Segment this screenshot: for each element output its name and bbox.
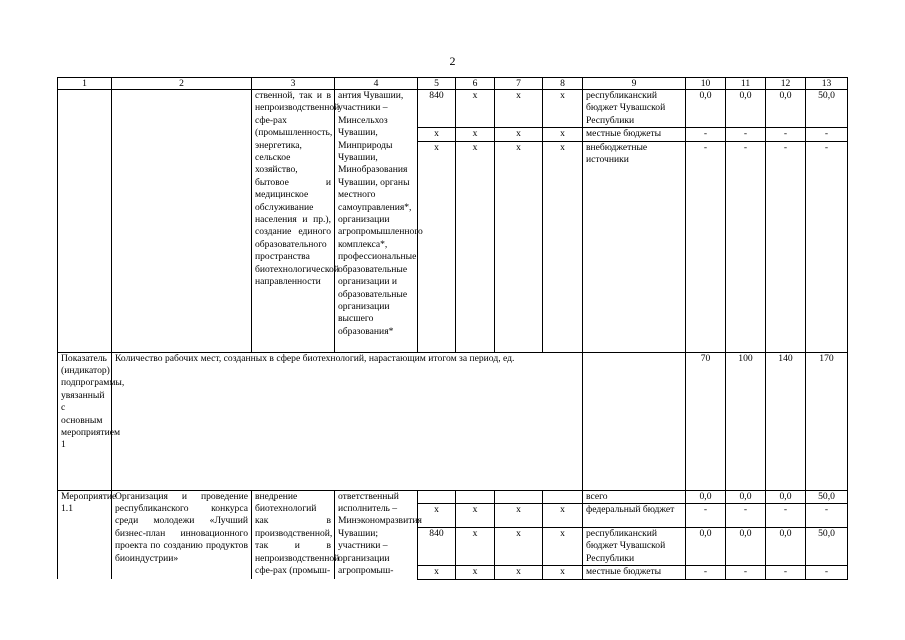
funding-source: внебюджетные источники: [583, 141, 686, 352]
code-cell: x: [418, 141, 456, 352]
table-row: [58, 490, 848, 503]
value-cell: 0,0: [686, 90, 726, 128]
empty-cell: [112, 90, 252, 353]
value-cell: 0,0: [726, 528, 766, 566]
budget-table: [57, 77, 848, 580]
value-cell: -: [806, 128, 848, 141]
indicator-row: [58, 352, 848, 490]
empty-cell: [583, 352, 686, 490]
code-cell: [543, 490, 583, 503]
code-cell: x: [543, 566, 583, 579]
value-cell: -: [766, 504, 806, 528]
header-cell: 9: [583, 78, 686, 90]
header-cell: 4: [335, 78, 418, 90]
code-cell: x: [418, 128, 456, 141]
value-cell: 50,0: [806, 490, 848, 503]
value-cell: -: [806, 504, 848, 528]
header-cell: 10: [686, 78, 726, 90]
code-cell: x: [495, 566, 543, 579]
header-cell: 5: [418, 78, 456, 90]
value-cell: 50,0: [806, 90, 848, 128]
code-cell: x: [418, 566, 456, 579]
value-cell: 0,0: [766, 90, 806, 128]
code-cell: x: [543, 141, 583, 352]
measure-description: Организация и проведение республиканского конкурса среди молодежи «Лучший бизнес-план инновационного проекта по созданию продуктов биоиндустрии»: [112, 490, 252, 579]
code-cell: x: [543, 504, 583, 528]
value-cell: -: [806, 141, 848, 352]
executors: антия Чувашии, участники – Минсельхоз Чувашии, Минприроды Чувашии, Минобразования Чувашии, органы местного самоуправления*, организации агропромышленного комплекса*, профессиональные образовательные организации и образовательные организации высшего образования*: [335, 90, 418, 353]
funding-source: местные бюджеты: [583, 566, 686, 579]
value-cell: 0,0: [686, 528, 726, 566]
executors: ответственный исполнитель – Минэкономразвития Чувашии; участники – организации агропромыш-: [335, 490, 418, 579]
code-cell: x: [495, 141, 543, 352]
header-cell: 12: [766, 78, 806, 90]
funding-source: федеральный бюджет: [583, 504, 686, 528]
funding-source: республиканский бюджет Чувашской Республики: [583, 90, 686, 128]
value-cell: -: [726, 504, 766, 528]
header-cell: 6: [456, 78, 495, 90]
page-number: 2: [449, 54, 456, 68]
value-cell: -: [726, 566, 766, 579]
header-row: [58, 78, 848, 90]
value-cell: -: [686, 141, 726, 352]
code-cell: 840: [418, 528, 456, 566]
value-cell: 0,0: [686, 490, 726, 503]
funding-source: республиканский бюджет Чувашской Республики: [583, 528, 686, 566]
value-cell: 0,0: [726, 90, 766, 128]
funding-source: местные бюджеты: [583, 128, 686, 141]
value-cell: -: [686, 128, 726, 141]
code-cell: x: [495, 504, 543, 528]
indicator-value: 140: [766, 352, 806, 490]
header-cell: 3: [252, 78, 335, 90]
code-cell: x: [495, 128, 543, 141]
code-cell: x: [456, 528, 495, 566]
value-cell: -: [686, 504, 726, 528]
value-cell: 0,0: [766, 490, 806, 503]
value-cell: -: [726, 141, 766, 352]
code-cell: x: [456, 128, 495, 141]
value-cell: -: [686, 566, 726, 579]
header-cell: 8: [543, 78, 583, 90]
indicator-value: 100: [726, 352, 766, 490]
code-cell: x: [456, 141, 495, 352]
value-cell: 50,0: [806, 528, 848, 566]
header-cell: 13: [806, 78, 848, 90]
value-cell: -: [766, 141, 806, 352]
indicator-value: 170: [806, 352, 848, 490]
indicator-text: Количество рабочих мест, созданных в сфере биотехнологий, нарастающим итогом за период, ед.: [112, 352, 583, 490]
result-description: внедрение биотехнологий как в производственной, так и в непроизводственной сфе-рах (промыш-: [252, 490, 335, 579]
code-cell: x: [495, 528, 543, 566]
value-cell: 0,0: [766, 528, 806, 566]
code-cell: x: [456, 504, 495, 528]
code-cell: 840: [418, 90, 456, 128]
header-cell: 2: [112, 78, 252, 90]
header-cell: 11: [726, 78, 766, 90]
code-cell: x: [543, 128, 583, 141]
code-cell: x: [418, 504, 456, 528]
result-description: ственной, так и в непроизводственной сфе-рах (промышленность, энергетика, сельское хозяйство, бытовое и медицинское обслуживание населения и пр.), создание единого образовательного пространства биотехнологической направленности: [252, 90, 335, 353]
value-cell: -: [766, 128, 806, 141]
code-cell: x: [495, 90, 543, 128]
value-cell: 0,0: [726, 490, 766, 503]
value-cell: -: [766, 566, 806, 579]
indicator-value: 70: [686, 352, 726, 490]
code-cell: x: [543, 90, 583, 128]
funding-source: всего: [583, 490, 686, 503]
table-row: [58, 90, 848, 128]
code-cell: x: [456, 566, 495, 579]
code-cell: x: [543, 528, 583, 566]
value-cell: -: [726, 128, 766, 141]
indicator-label: Показатель (индикатор) подпрограммы, увязанный с основным мероприятием 1: [58, 352, 112, 490]
header-cell: 1: [58, 78, 112, 90]
code-cell: x: [456, 90, 495, 128]
header-cell: 7: [495, 78, 543, 90]
code-cell: [495, 490, 543, 503]
measure-label: Мероприятие 1.1: [58, 490, 112, 579]
code-cell: [418, 490, 456, 503]
empty-cell: [58, 90, 112, 353]
code-cell: [456, 490, 495, 503]
value-cell: -: [806, 566, 848, 579]
